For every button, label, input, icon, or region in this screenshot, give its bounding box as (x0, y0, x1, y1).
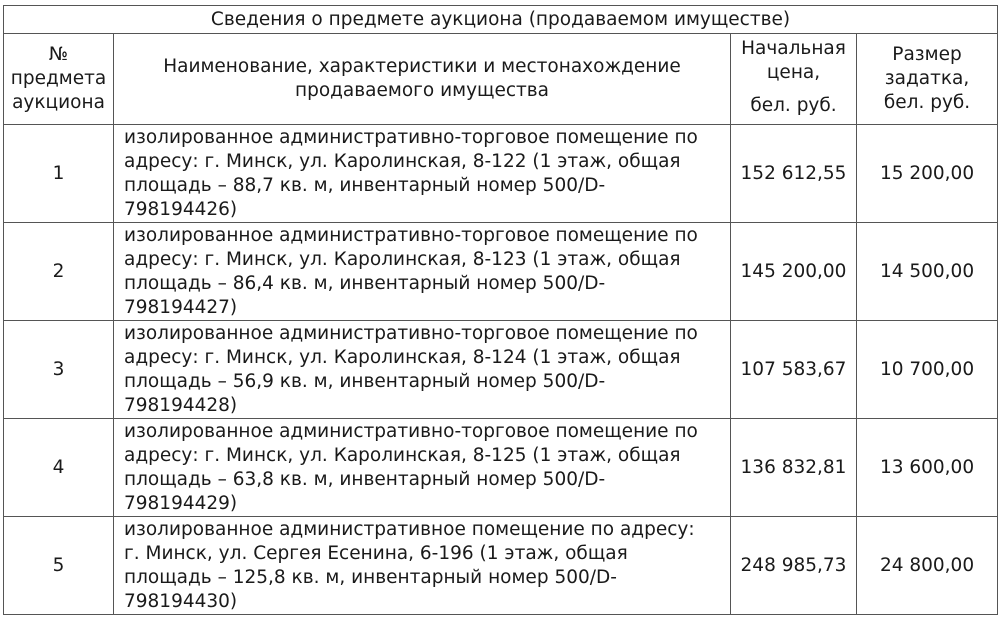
header-number-line: № (48, 44, 69, 65)
item-start-price: 107 583,67 (731, 321, 857, 419)
item-description-line: г. Минск, ул. Сергея Есенина, 6-196 (1 этаж, общая (124, 542, 628, 564)
item-start-price: 152 612,55 (731, 125, 857, 223)
header-start-price (731, 34, 857, 125)
table-row (4, 517, 998, 615)
item-description-line: площадь – 125,8 кв. м, инвентарный номер 500/D- (124, 566, 617, 588)
item-description-line: адресу: г. Минск, ул. Каролинская, 8-124 (1 этаж, общая (124, 346, 681, 368)
item-deposit: 15 200,00 (857, 125, 998, 223)
header-start-price-line: Начальная (741, 38, 846, 59)
header-description (114, 34, 731, 125)
item-description (114, 419, 731, 517)
header-number (4, 34, 114, 125)
item-number: 4 (4, 419, 114, 517)
table-title: Сведения о предмете аукциона (продаваемом имуществе) (4, 6, 998, 34)
header-deposit-line: Размер (892, 44, 962, 65)
item-deposit: 24 800,00 (857, 517, 998, 615)
header-deposit-line: бел. руб. (883, 92, 971, 113)
item-deposit: 10 700,00 (857, 321, 998, 419)
item-description-line: адресу: г. Минск, ул. Каролинская, 8-123 (1 этаж, общая (124, 248, 681, 270)
item-description (114, 223, 731, 321)
item-description-line: 798194428) (124, 394, 238, 416)
item-description-line: 798194429) (124, 492, 238, 514)
item-description-line: площадь – 63,8 кв. м, инвентарный номер 500/D- (124, 468, 606, 490)
item-description-line: изолированное административно-торговое помещение по (124, 420, 698, 442)
item-number: 1 (4, 125, 114, 223)
table-row (4, 321, 998, 419)
header-description-line: продаваемого имущества (294, 80, 550, 101)
item-deposit: 14 500,00 (857, 223, 998, 321)
item-deposit: 13 600,00 (857, 419, 998, 517)
item-description-line: изолированное административно-торговое помещение по (124, 322, 698, 344)
item-description-line: 798194430) (124, 590, 238, 612)
table-row (4, 223, 998, 321)
table-row (4, 419, 998, 517)
item-description-line: адресу: г. Минск, ул. Каролинская, 8-125 (1 этаж, общая (124, 444, 681, 466)
item-description-line: изолированное административное помещение по адресу: (124, 518, 695, 540)
header-deposit-line: задатка, (884, 68, 970, 89)
auction-items-table (3, 5, 998, 615)
item-description (114, 321, 731, 419)
item-start-price: 248 985,73 (731, 517, 857, 615)
table-row (4, 125, 998, 223)
item-description-line: адресу: г. Минск, ул. Каролинская, 8-122 (1 этаж, общая (124, 150, 681, 172)
item-description-line: площадь – 56,9 кв. м, инвентарный номер 500/D- (124, 370, 606, 392)
header-start-price-line: цена, (766, 62, 821, 83)
item-description-line: 798194427) (124, 296, 238, 318)
item-number: 5 (4, 517, 114, 615)
item-number: 2 (4, 223, 114, 321)
item-description-line: площадь – 86,4 кв. м, инвентарный номер 500/D- (124, 272, 606, 294)
item-start-price: 136 832,81 (731, 419, 857, 517)
item-description (114, 517, 731, 615)
item-description-line: 798194426) (124, 198, 238, 220)
item-description-line: площадь – 88,7 кв. м, инвентарный номер 500/D- (124, 174, 606, 196)
item-description-line: изолированное административно-торговое помещение по (124, 126, 698, 148)
item-start-price: 145 200,00 (731, 223, 857, 321)
header-start-price-line: бел. руб. (750, 95, 837, 116)
header-description-line: Наименование, характеристики и местонахождение (163, 56, 681, 77)
item-description-line: изолированное административно-торговое помещение по (124, 224, 698, 246)
item-number: 3 (4, 321, 114, 419)
header-number-line: аукциона (12, 92, 105, 113)
header-deposit (857, 34, 998, 125)
header-number-line: предмета (10, 68, 107, 89)
item-description (114, 125, 731, 223)
